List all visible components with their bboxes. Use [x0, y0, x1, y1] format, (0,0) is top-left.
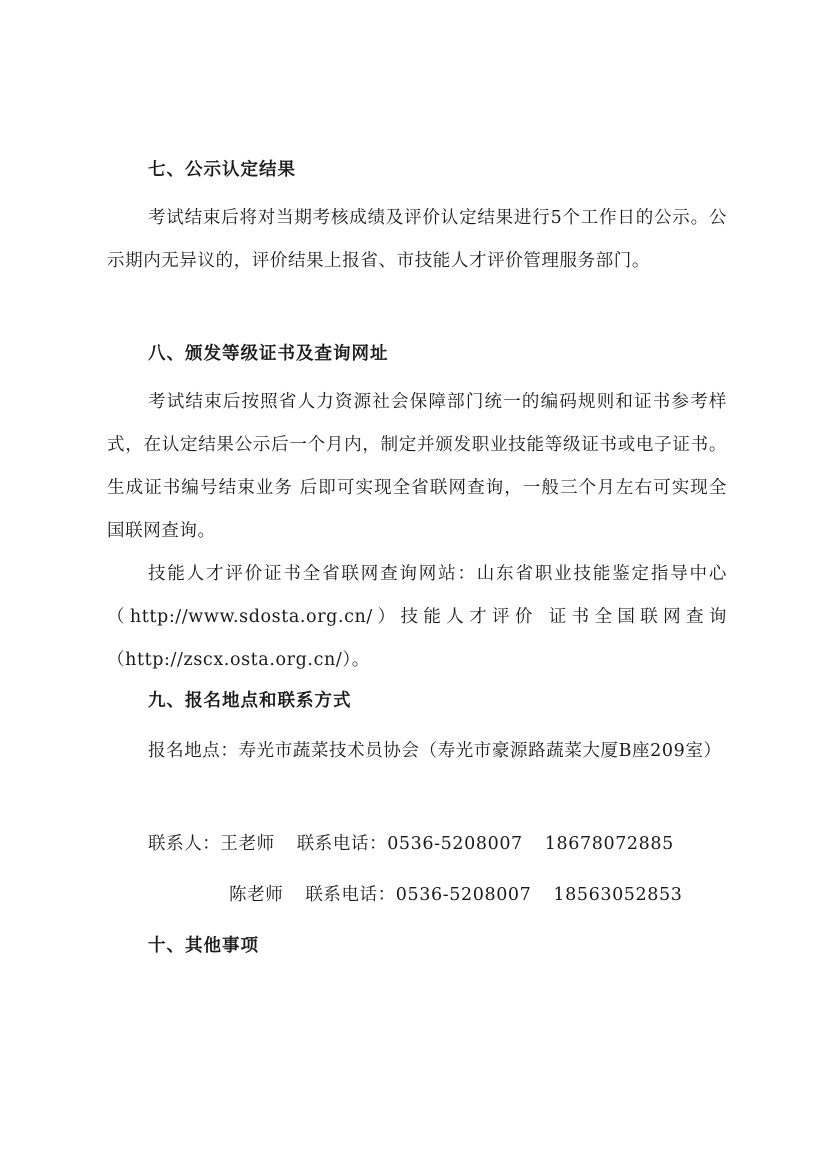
section-9-heading: 九、报名地点和联系方式 — [148, 691, 352, 711]
contact-1-phone: 联系电话：0536-5208007 — [296, 834, 523, 854]
section-8-paragraph-2: 技能人才评价证书全省联网查询网站：山东省职业技能鉴定指导中心（http://www.sdosta.org.cn/）技能人才评价 证书全国联网查询（http://zscx.osta.org.cn/）。 — [107, 564, 727, 670]
contact-1-mobile: 18678072885 — [544, 834, 674, 854]
registration-address: 报名地点：寿光市蔬菜技术员协会（寿光市豪源路蔬菜大厦B座209室） — [148, 741, 722, 761]
contact-row-2 — [229, 883, 682, 907]
contact-1-name: 联系人：王老师 — [148, 834, 275, 854]
section-7-heading: 七、公示认定结果 — [148, 160, 296, 180]
section-8-heading: 八、颁发等级证书及查询网址 — [148, 344, 389, 364]
section-10-heading: 十、其他事项 — [148, 936, 259, 956]
section-7-paragraph: 考试结束后将对当期考核成绩及评价认定结果进行5个工作日的公示。公示期内无异议的，评价结果上报省、市技能人才评价管理服务部门。 — [107, 208, 727, 271]
contact-2-phone: 联系电话：0536-5208007 — [305, 885, 532, 905]
contact-2-name: 陈老师 — [229, 885, 284, 905]
contact-row-1 — [148, 832, 674, 856]
section-8-paragraph-1: 考试结束后按照省人力资源社会保障部门统一的编码规则和证书参考样式，在认定结果公示后一个月内，制定并颁发职业技能等级证书或电子证书。生成证书编号结束业务 后即可实现全省联网查询，一般三个月左右可实现全国联网查询。 — [107, 392, 727, 541]
contact-2-mobile: 18563052853 — [553, 885, 683, 905]
